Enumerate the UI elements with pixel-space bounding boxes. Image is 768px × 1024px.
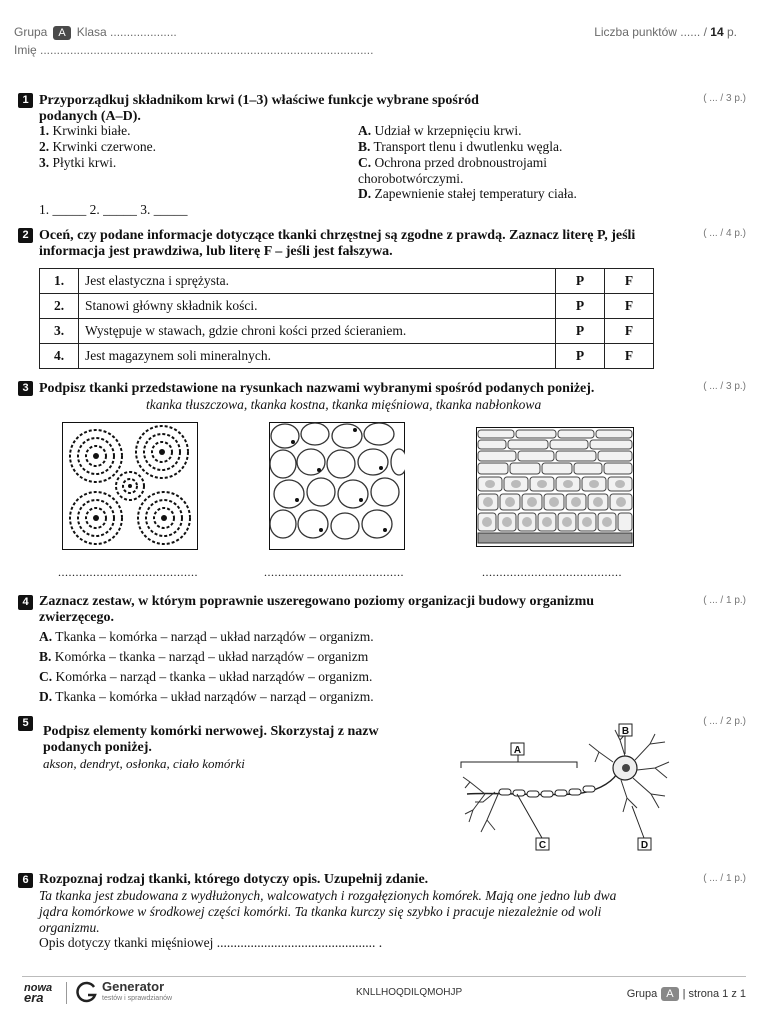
q4-option-b[interactable]: B. Komórka – tkanka – narząd – układ narządów – organizm xyxy=(39,649,369,664)
neuron-label-d: D xyxy=(640,840,649,851)
group-badge: A xyxy=(53,26,70,40)
question-2-title: Oceń, czy podane informacje dotyczące tkanki chrzęstnej są zgodne z prawdą. Zaznacz literę P, jeśli informacja jest prawdziwa, lub literę F – jeśli jest fałszywa. xyxy=(39,228,636,259)
q1-option-b: B. Transport tlenu i dwutlenku węgla. xyxy=(358,139,563,154)
question-3-points: ( ... / 3 p.) xyxy=(703,381,746,392)
footer-group-badge: A xyxy=(661,987,678,1001)
true-option[interactable]: P xyxy=(556,344,605,369)
question-5-title: Podpisz elementy komórki nerwowej. Skorzystaj z nazw podanych poniżej. xyxy=(43,724,379,755)
table-row: 2. Stanowi główny składnik kości. P F xyxy=(40,294,654,319)
true-option[interactable]: P xyxy=(556,319,605,344)
bone-tissue-image xyxy=(62,422,198,550)
footer-page-info: Grupa A | strona 1 z 1 xyxy=(626,988,746,1000)
q4-option-c[interactable]: C. Komórka – narząd – tkanka – układ narządów – organizm. xyxy=(39,669,373,684)
q1-item-2: 2. Krwinki czerwone. xyxy=(39,139,156,154)
question-number-6: 6 xyxy=(18,873,33,888)
generator-logo-icon xyxy=(76,981,98,1005)
question-number-4: 4 xyxy=(18,595,33,610)
q6-answer[interactable]: Opis dotyczy tkanki mięśniowej ............................................... . xyxy=(39,935,383,950)
false-option[interactable]: F xyxy=(605,344,654,369)
header-group: Grupa A Klasa .................... xyxy=(14,25,177,39)
tissue-3-answer[interactable]: ........................................ xyxy=(482,565,622,579)
neuron-label-b: B xyxy=(621,726,630,737)
generator-brand: Generator testów i sprawdzianów xyxy=(102,979,173,1002)
tissue-2-answer[interactable]: ........................................ xyxy=(264,565,404,579)
q6-description-2: jądra komórkowe w środkowej części komórki. Ta tkanka kurczy się szybko i pracuje niezależnie od woli xyxy=(39,904,602,919)
false-option[interactable]: F xyxy=(605,319,654,344)
q6-description-3: organizmu. xyxy=(39,920,100,935)
footer-divider xyxy=(22,976,746,977)
table-row: 3. Występuje w stawach, gdzie chroni kości przed ścieraniem. P F xyxy=(40,319,654,344)
false-option[interactable]: F xyxy=(605,269,654,294)
name-field[interactable]: Imię .................................................................................................... xyxy=(14,43,374,57)
neuron-diagram xyxy=(455,722,675,852)
nowa-era-logo: nowa era xyxy=(24,982,53,1005)
question-6-title: Rozpoznaj rodzaj tkanki, którego dotyczy opis. Uzupełnij zdanie. xyxy=(39,872,429,887)
neuron-label-a: A xyxy=(513,745,522,756)
q1-option-c-cont: chorobotwórczymi. xyxy=(358,171,464,186)
question-number-5: 5 xyxy=(18,716,33,731)
points-summary: Liczba punktów ...... / 14 p. xyxy=(594,25,737,39)
neuron-label-c: C xyxy=(538,840,547,851)
tissue-1-answer[interactable]: ........................................ xyxy=(58,565,198,579)
fat-tissue-image xyxy=(269,422,405,550)
document-code: KNLLHOQDILQMOHJP xyxy=(356,987,463,998)
question-number-1: 1 xyxy=(18,93,33,108)
question-3-title: Podpisz tkanki przedstawione na rysunkach nazwami wybranymi spośród podanych poniżej. xyxy=(39,381,595,396)
q1-option-c: C. Ochrona przed drobnoustrojami xyxy=(358,155,547,170)
q1-option-a: A. Udział w krzepnięciu krwi. xyxy=(358,123,522,138)
question-number-2: 2 xyxy=(18,228,33,243)
question-4-title: Zaznacz zestaw, w którym poprawnie uszeregowano poziomy organizacji budowy organizmu zwierzęcego. xyxy=(39,594,595,625)
q1-item-3: 3. Płytki krwi. xyxy=(39,155,117,170)
q6-description-1: Ta tkanka jest zbudowana z wydłużonych, walcowatych i rozgałęzionych komórek. Mają one jedno lub dwa xyxy=(39,888,617,903)
table-row: 1. Jest elastyczna i sprężysta. P F xyxy=(40,269,654,294)
question-number-3: 3 xyxy=(18,381,33,396)
logo-divider xyxy=(66,982,67,1004)
q3-options: tkanka tłuszczowa, tkanka kostna, tkanka mięśniowa, tkanka nabłonkowa xyxy=(146,397,542,412)
question-1-title: Przyporządkuj składnikom krwi (1–3) właściwe funkcje wybrane spośród podanych (A–D). xyxy=(39,93,479,124)
question-5-points: ( ... / 2 p.) xyxy=(703,716,746,727)
q4-option-d[interactable]: D. Tkanka – komórka – układ narządów – narząd – organizm. xyxy=(39,689,374,704)
false-option[interactable]: F xyxy=(605,294,654,319)
q4-option-a[interactable]: A. Tkanka – komórka – narząd – układ narządów – organizm. xyxy=(39,629,374,644)
epithelial-tissue-image xyxy=(476,427,634,547)
true-option[interactable]: P xyxy=(556,269,605,294)
question-2-points: ( ... / 4 p.) xyxy=(703,228,746,239)
question-6-points: ( ... / 1 p.) xyxy=(703,873,746,884)
question-4-points: ( ... / 1 p.) xyxy=(703,595,746,606)
q1-option-d: D. Zapewnienie stałej temperatury ciała. xyxy=(358,186,577,201)
true-false-table xyxy=(39,268,654,369)
q1-answer-line[interactable]: 1. _____ 2. _____ 3. _____ xyxy=(39,202,188,217)
true-option[interactable]: P xyxy=(556,294,605,319)
q1-item-1: 1. Krwinki białe. xyxy=(39,123,131,138)
q5-options: akson, dendryt, osłonka, ciało komórki xyxy=(43,756,245,771)
question-1-points: ( ... / 3 p.) xyxy=(703,93,746,104)
table-row: 4. Jest magazynem soli mineralnych. P F xyxy=(40,344,654,369)
